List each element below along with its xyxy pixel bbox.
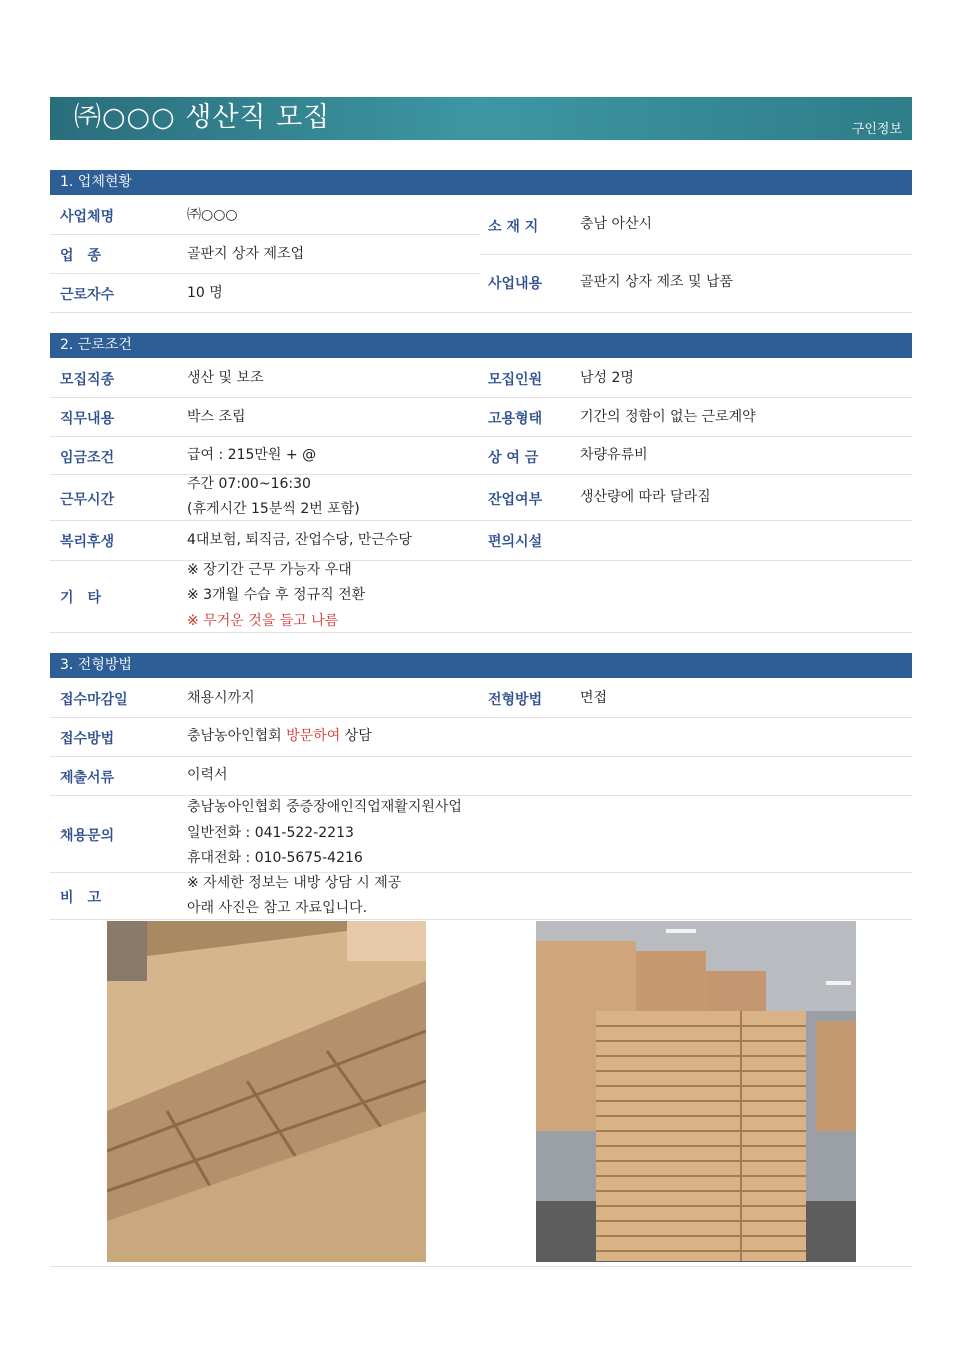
value-industry: 골판지 상자 제조업 — [187, 246, 305, 262]
label-docs: 제출서류 — [60, 770, 115, 786]
value-overtime: 생산량에 따라 달라짐 — [580, 489, 711, 505]
label-headcount: 모집인원 — [488, 372, 543, 388]
row-welfare — [50, 521, 912, 561]
label-contact: 채용문의 — [60, 828, 115, 844]
label-method: 전형방법 — [488, 692, 543, 708]
value-hours-line2: (휴게시간 15분씩 2번 포함) — [187, 501, 360, 517]
page-title: ㈜○○○ 생산직 모집 — [74, 102, 331, 133]
label-facility: 편의시설 — [488, 534, 543, 550]
label-bonus: 상 여 금 — [488, 450, 539, 466]
value-duty: 박스 조립 — [187, 409, 246, 425]
value-method: 면접 — [580, 690, 608, 706]
photo-box-dividers — [107, 921, 426, 1262]
label-duty: 직무내용 — [60, 411, 115, 427]
label-wage: 임금조건 — [60, 450, 115, 466]
bottom-divider — [50, 1266, 912, 1267]
value-workers: 10 명 — [187, 285, 223, 301]
label-etc: 기 타 — [60, 590, 102, 606]
value-contact-line2: 일반전화 : 041-522-2213 — [187, 825, 354, 841]
value-etc-line2: ※ 3개월 수습 후 정규직 전환 — [187, 587, 366, 603]
row-job — [50, 359, 912, 398]
row-etc — [50, 561, 912, 633]
label-workers: 근로자수 — [60, 287, 115, 303]
value-note-line2: 아래 사진은 참고 자료입니다. — [187, 900, 368, 916]
row-company — [50, 196, 480, 235]
value-business: 골판지 상자 제조 및 납품 — [580, 274, 734, 290]
value-job: 생산 및 보조 — [187, 370, 264, 386]
row-deadline — [50, 679, 912, 718]
label-deadline: 접수마감일 — [60, 692, 128, 708]
label-job: 모집직종 — [60, 372, 115, 388]
value-wage: 급여 : 215만원 + @ — [187, 447, 317, 463]
title-banner — [50, 97, 912, 140]
row-location — [480, 196, 912, 255]
row-business — [480, 255, 912, 313]
apply-text-post: 상담 — [340, 728, 372, 744]
value-etc-line1: ※ 장기간 근무 가능자 우대 — [187, 562, 352, 578]
row-duty — [50, 398, 912, 437]
label-business: 사업내용 — [488, 276, 543, 292]
label-hours: 근무시간 — [60, 492, 115, 508]
label-welfare: 복리후생 — [60, 534, 115, 550]
value-contact-line1: 충남농아인협회 중증장애인직업재활지원사업 — [187, 799, 462, 815]
value-employment: 기간의 정함이 없는 근로계약 — [580, 409, 756, 425]
value-welfare: 4대보험, 퇴직금, 잔업수당, 만근수당 — [187, 532, 412, 548]
label-overtime: 잔업여부 — [488, 492, 543, 508]
value-note-line1: ※ 자세한 정보는 내방 상담 시 제공 — [187, 875, 402, 891]
section-title: 2. 근로조건 — [60, 337, 132, 353]
row-apply — [50, 718, 912, 757]
apply-text-highlight: 방문하여 — [286, 728, 341, 744]
value-company: ㈜○○○ — [187, 207, 238, 223]
row-note — [50, 873, 912, 920]
row-contact — [50, 796, 912, 873]
label-location: 소 재 지 — [488, 219, 539, 235]
section-title: 3. 전형방법 — [60, 657, 132, 673]
value-apply — [187, 723, 372, 749]
row-industry — [50, 235, 480, 274]
section-header-conditions — [50, 333, 912, 358]
row-wage — [50, 437, 912, 475]
category-tag: 구인정보 — [851, 122, 902, 137]
row-docs — [50, 757, 912, 796]
row-hours — [50, 475, 912, 521]
value-headcount: 남성 2명 — [580, 370, 634, 386]
value-hours-line1: 주간 07:00~16:30 — [187, 476, 311, 492]
label-company: 사업체명 — [60, 209, 115, 225]
section-header-selection — [50, 653, 912, 678]
value-docs: 이력서 — [187, 767, 228, 783]
label-apply: 접수방법 — [60, 731, 115, 747]
label-employment: 고용형태 — [488, 411, 543, 427]
value-deadline: 채용시까지 — [187, 690, 255, 706]
photo-pallet-stack — [536, 921, 856, 1262]
row-workers — [50, 274, 480, 313]
section-header-company — [50, 170, 912, 195]
value-contact-line3: 휴대전화 : 010-5675-4216 — [187, 850, 363, 866]
value-bonus: 차량유류비 — [580, 447, 648, 463]
value-etc-line3: ※ 무거운 것을 들고 나름 — [187, 613, 339, 629]
label-industry: 업 종 — [60, 248, 102, 264]
section-title: 1. 업체현황 — [60, 174, 132, 190]
apply-text-pre: 충남농아인협회 — [187, 728, 287, 744]
label-note: 비 고 — [60, 890, 102, 906]
value-location: 충남 아산시 — [580, 216, 653, 232]
